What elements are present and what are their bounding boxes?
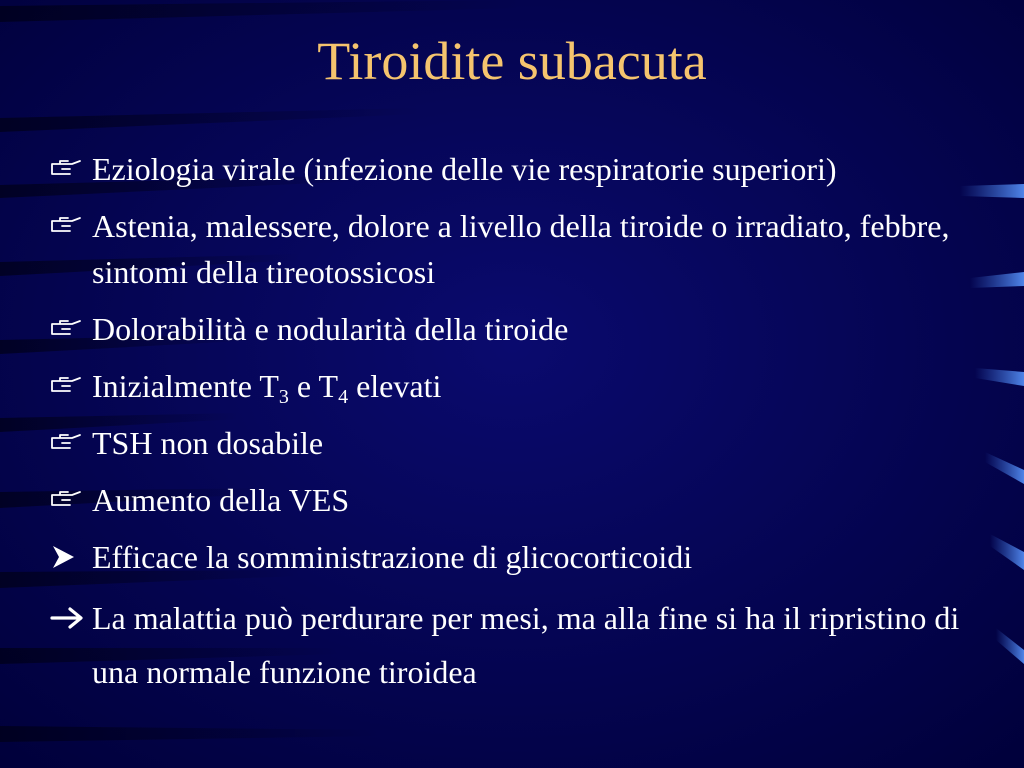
bullet-text-part: elevati <box>348 368 442 404</box>
arrowhead-icon <box>50 534 92 580</box>
bullet-item <box>50 203 1010 295</box>
bullet-item <box>50 363 1010 409</box>
pointing-hand-icon <box>50 420 92 466</box>
slide-title: Tiroidite subacuta <box>317 31 707 91</box>
bullet-text <box>92 363 1010 409</box>
bullet-text: La malattia può perdurare per mesi, ma alla fine si ha il ripristino di una normale funzione tiroidea <box>92 600 960 690</box>
bullet-text: Astenia, malessere, dolore a livello della tiroide o irradiato, febbre, sintomi della tireotossicosi <box>92 208 950 290</box>
bullet-item <box>50 146 1010 192</box>
pointing-hand-icon <box>50 146 92 192</box>
bullet-item <box>50 306 1010 352</box>
bullet-item <box>50 534 1010 580</box>
pointing-hand-icon <box>50 203 92 249</box>
pointing-hand-icon <box>50 306 92 352</box>
bullet-text: Eziologia virale (infezione delle vie respiratorie superiori) <box>92 151 837 187</box>
bullet-text-part: e T <box>288 368 339 404</box>
bullet-item <box>50 477 1010 523</box>
bullet-text-part: Inizialmente T <box>92 368 279 404</box>
pointing-hand-icon <box>50 363 92 409</box>
subscript-3: 3 <box>278 386 289 408</box>
bullet-list <box>50 146 1010 703</box>
bullet-item <box>50 591 1010 699</box>
bullet-text: Dolorabilità e nodularità della tiroide <box>92 311 569 347</box>
bullet-text: TSH non dosabile <box>92 425 324 461</box>
pointing-hand-icon <box>50 477 92 523</box>
bullet-text: Aumento della VES <box>92 482 350 518</box>
bullet-text: Efficace la somministrazione di glicocorticoidi <box>92 539 693 575</box>
subscript-4: 4 <box>338 386 349 408</box>
arrow-right-icon <box>50 591 92 645</box>
bullet-item <box>50 420 1010 466</box>
